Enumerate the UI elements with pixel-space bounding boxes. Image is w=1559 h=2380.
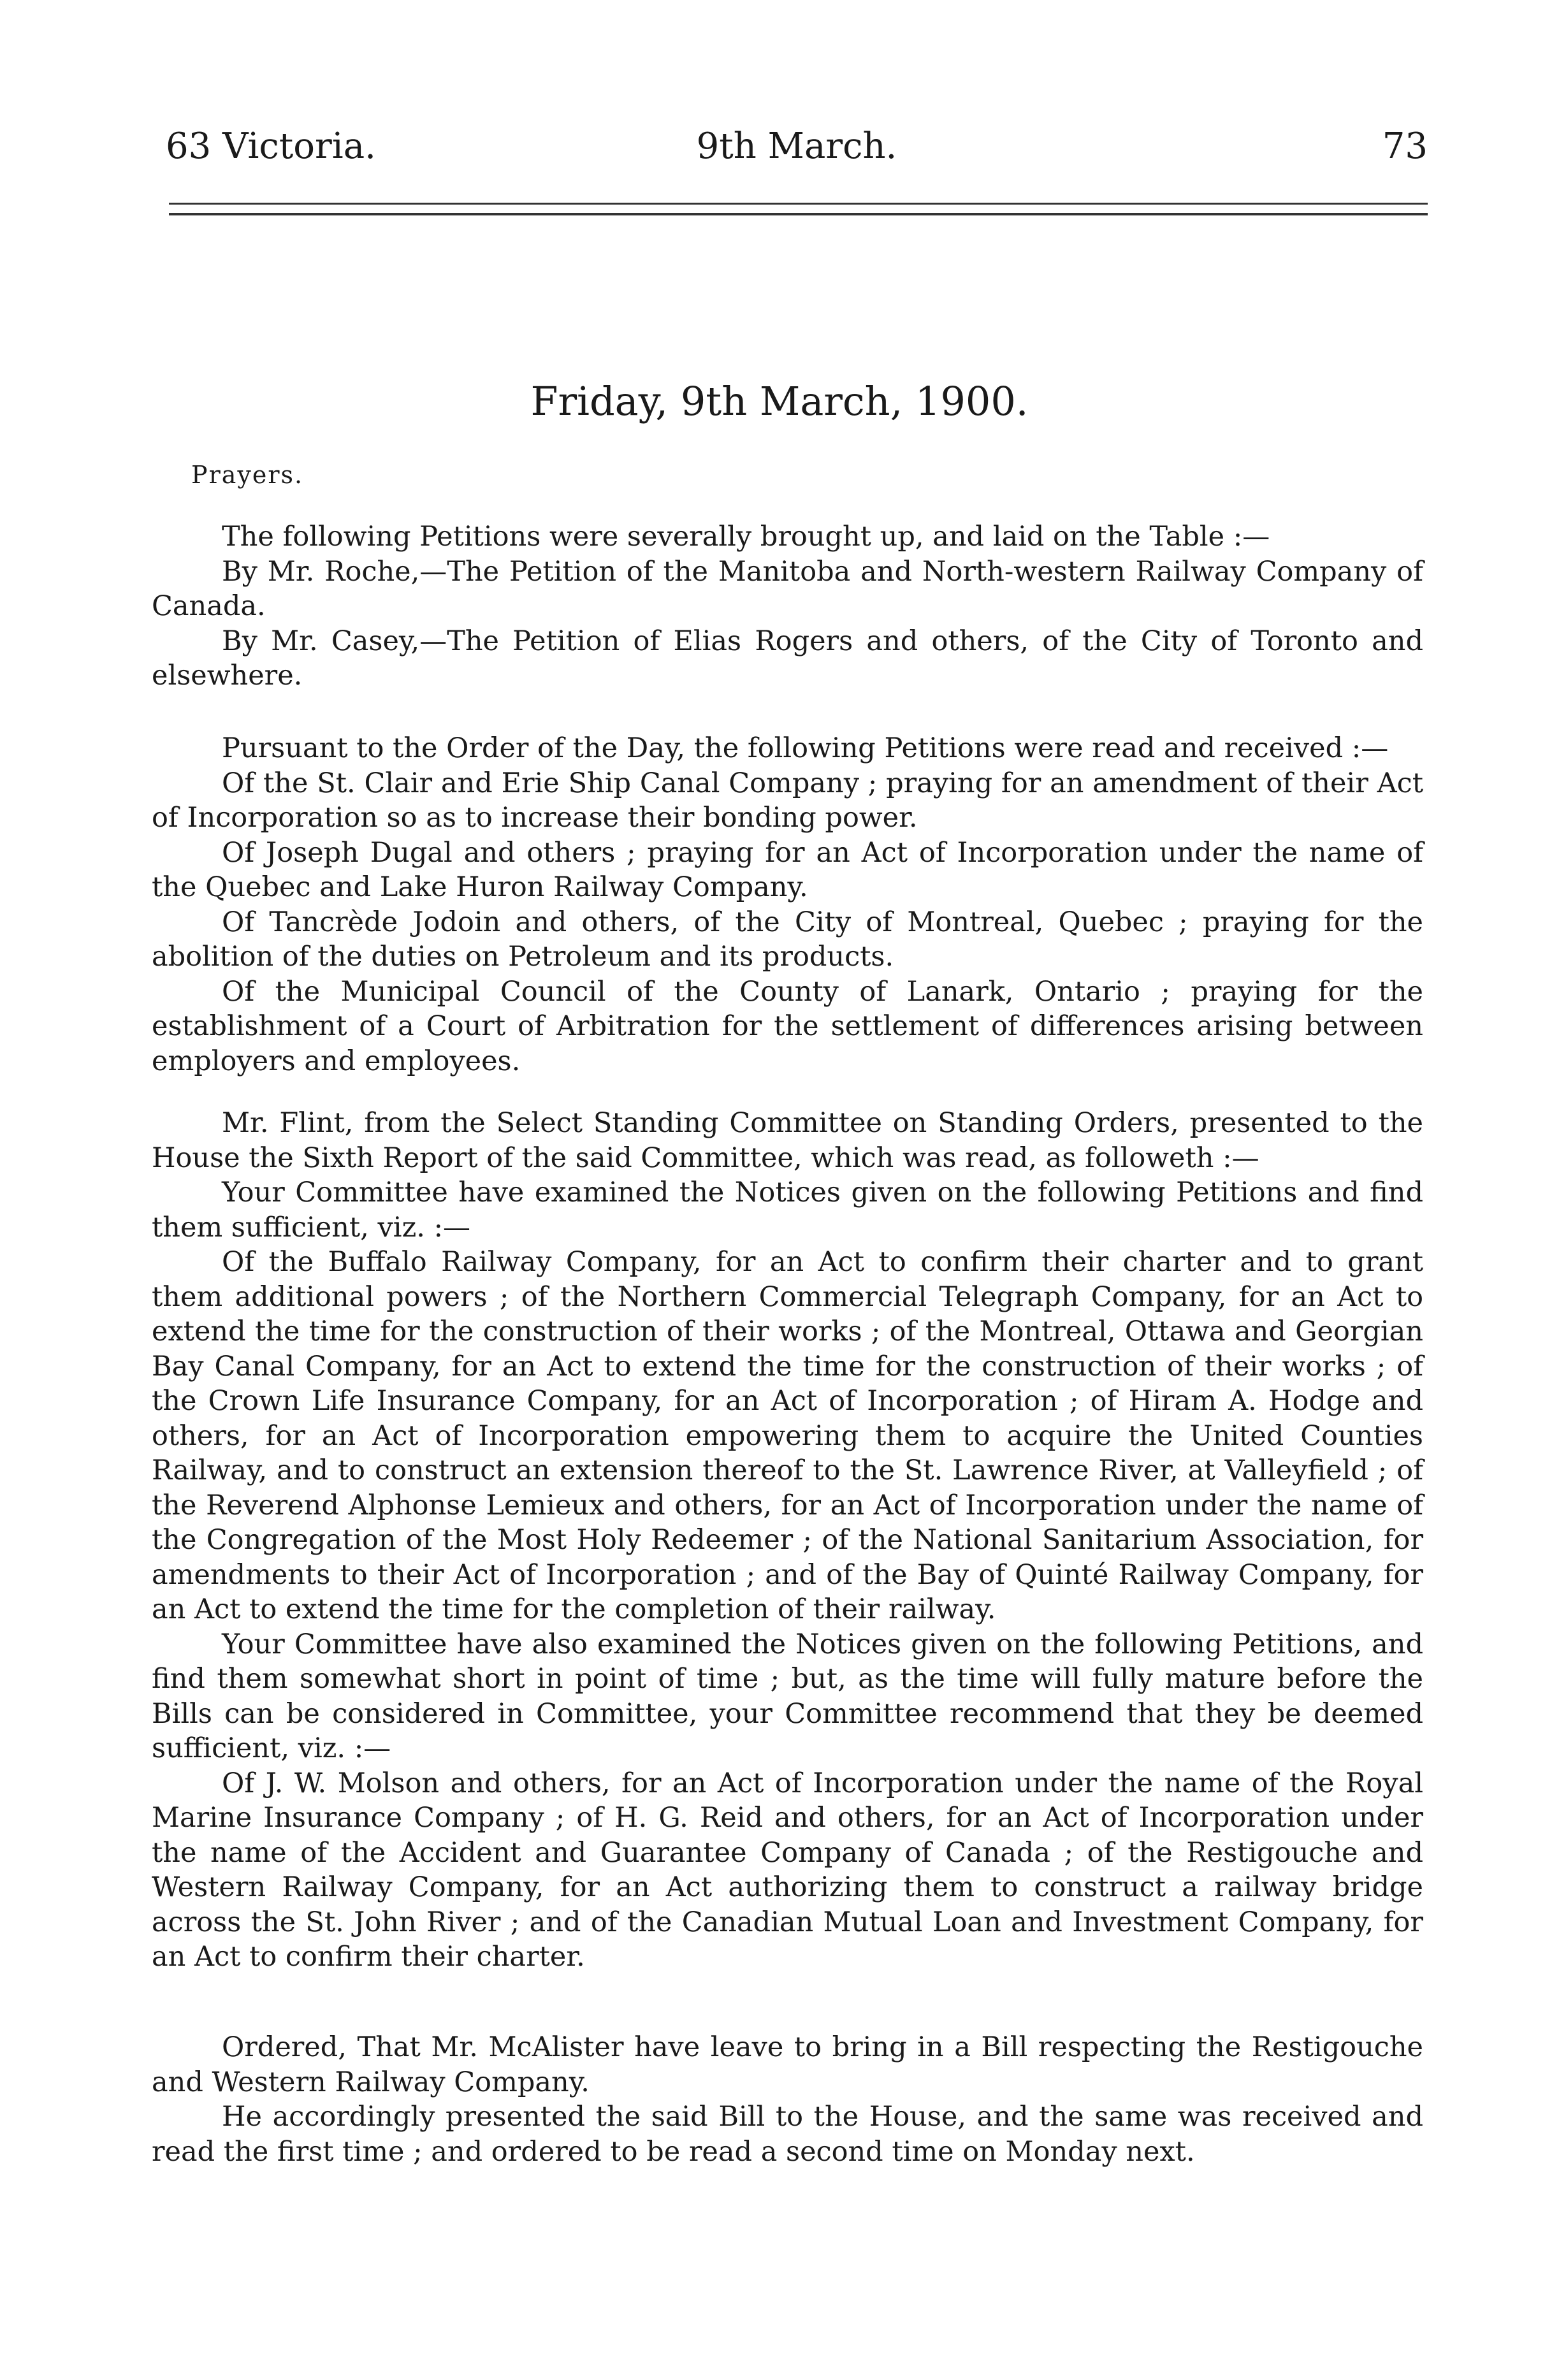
paragraph: The following Petitions were severally brought up, and laid on the Table :— bbox=[222, 521, 1270, 553]
header-session: 63 Victoria. bbox=[166, 126, 376, 167]
paragraph: Of Tancrède Jodoin and others, of the City of Montreal, Quebec ; praying for the abolition of the duties on Petroleum and its products. bbox=[152, 906, 1423, 973]
paragraph: Pursuant to the Order of the Day, the following Petitions were read and received :— bbox=[222, 732, 1389, 764]
paragraph: Your Committee have also examined the Notices given on the following Petitions, and find them somewhat short in point of time ; but, as the time will fully mature before the Bills can be considered in Committee, your Committee recommend that they be deemed sufficient, viz. :— bbox=[152, 1628, 1423, 1764]
paragraph: Of Joseph Dugal and others ; praying for an Act of Incorporation under the name of the Quebec and Lake Huron Railway Company. bbox=[152, 836, 1423, 903]
date-heading: Friday, 9th March, 1900. bbox=[530, 378, 1029, 424]
paragraph: Of the Municipal Council of the County of Lanark, Ontario ; praying for the establishment of a Court of Arbitration for the settlement of differences arising between employers and employees. bbox=[152, 975, 1423, 1077]
header-rule-thick bbox=[169, 213, 1428, 215]
header-date: 9th March. bbox=[696, 126, 897, 167]
prayers-label: Prayers. bbox=[191, 461, 304, 489]
running-header bbox=[166, 121, 1428, 178]
paragraph: By Mr. Casey,—The Petition of Elias Rogers and others, of the City of Toronto and elsewhere. bbox=[152, 625, 1423, 692]
paragraph: Your Committee have examined the Notices given on the following Petitions and find them sufficient, viz. :— bbox=[152, 1177, 1423, 1244]
petitions-brought-up bbox=[152, 519, 1423, 693]
header-rule-thin bbox=[169, 203, 1428, 205]
paragraph: By Mr. Roche,—The Petition of the Manitoba and North-western Railway Company of Canada. bbox=[152, 555, 1423, 622]
paragraph: Of the Buffalo Railway Company, for an Act to confirm their charter and to grant them additional powers ; of the Northern Commercial Telegraph Company, for an Act to extend the time for the construction of their works ; of the Montreal, Ottawa and Georgian Bay Canal Company, for an Act to extend the time for the construction of their works ; of the Crown Life Insurance Company, for an Act of Incorporation ; of Hiram A. Hodge and others, for an Act of Incorporation empowering them to acquire the United Counties Railway, and to construct an extension thereof to the St. Lawrence River, at Valleyfield ; of the Reverend Alphonse Lemieux and others, for an Act of Incorporation under the name of the Congregation of the Most Holy Redeemer ; of the National Sanitarium Association, for amendments to their Act of Incorporation ; and of the Bay of Quinté Railway Company, for an Act to extend the time for the completion of their railway. bbox=[152, 1246, 1423, 1625]
paragraph: He accordingly presented the said Bill to the House, and the same was received and read the first time ; and ordered to be read a second time on Monday next. bbox=[152, 2101, 1423, 2168]
petitions-received bbox=[152, 731, 1423, 1078]
paragraph: Mr. Flint, from the Select Standing Committee on Standing Orders, presented to the House the Sixth Report of the said Committee, which was read, as followeth :— bbox=[152, 1107, 1423, 1174]
page-number: 73 bbox=[1382, 126, 1428, 167]
paragraph: Of J. W. Molson and others, for an Act of Incorporation under the name of the Royal Marine Insurance Company ; of H. G. Reid and others, for an Act of Incorporation under the name of the Accident and Guarantee Company of Canada ; of the Restigouche and Western Railway Company, for an Act authorizing them to construct a railway bridge across the St. John River ; and of the Canadian Mutual Loan and Investment Company, for an Act to confirm their charter. bbox=[152, 1767, 1423, 1973]
paragraph: Ordered, That Mr. McAlister have leave to bring in a Bill respecting the Restigouche and Western Railway Company. bbox=[152, 2031, 1423, 2098]
paragraph: Of the St. Clair and Erie Ship Canal Company ; praying for an amendment of their Act of Incorporation so as to increase their bonding power. bbox=[152, 767, 1423, 834]
committee-report bbox=[152, 1106, 1423, 1975]
bill-order bbox=[152, 2030, 1423, 2169]
